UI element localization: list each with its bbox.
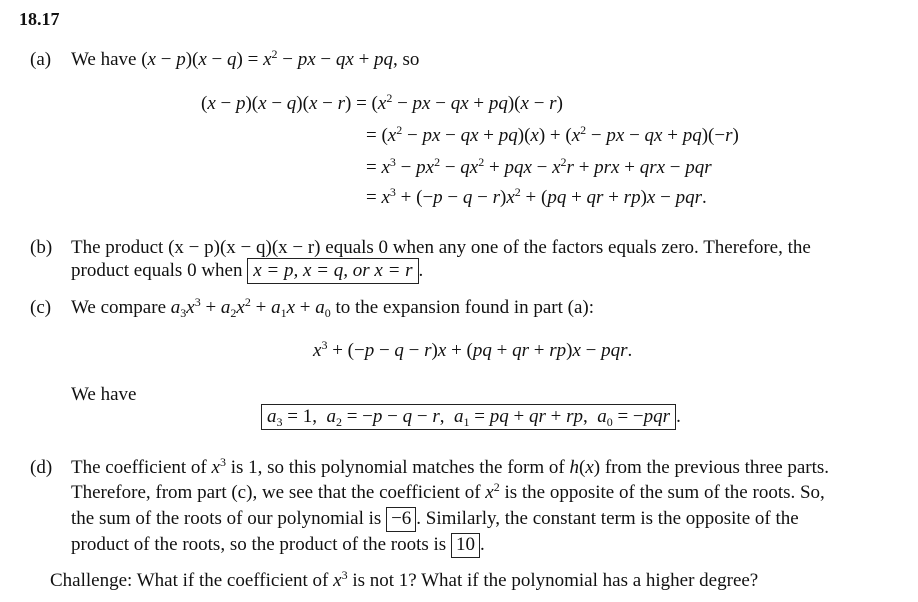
part-a-intro-prefix: We have <box>71 49 137 70</box>
part-d-l4-post: . <box>479 534 485 555</box>
part-d-label: (d) <box>30 457 53 478</box>
part-d-line-4 <box>71 535 485 554</box>
sum-answer-box: −6 <box>386 507 416 532</box>
problem-number: 18.17 <box>19 9 60 29</box>
challenge-post: is not 1? What if the polynomial has a higher degree? <box>352 570 759 591</box>
part-a-eq-line-3: = $x^3 - px^2 - qx^2$ + pqx − $x^2r$ + prx + qrx − pqr <box>366 155 712 178</box>
part-a-eq-line-1: $(x - p)(x - q)(x - r) = (x^2$ − px − qx + pq)(x − r) <box>201 91 563 114</box>
part-a-intro-suffix: , so <box>393 49 420 70</box>
part-d-l1-pre: The coefficient of <box>71 457 207 478</box>
part-a-intro-expr: $(x - p)(x - q) = x^2$ − px − qx + pq <box>141 47 394 70</box>
part-b-line-2-suffix: . <box>418 260 424 281</box>
part-d-l2-post: is the opposite of the sum of the roots. So, <box>504 482 825 503</box>
part-b-line-2 <box>71 261 423 280</box>
part-c-we-have: We have <box>71 384 137 405</box>
part-d-line-2: Therefore, from part (c), we see that the coefficient of $x^2$ is the opposite of the sum of the roots. So, <box>71 480 825 503</box>
part-a-intro <box>71 47 420 70</box>
part-c-expansion: $x^3 + (-p - q - r)x + (pq$ + qr + rp)x − pqr. <box>313 338 633 361</box>
part-b-line-1: The product (x − p)(x − q)(x − r) equals 0 when any one of the factors equals zero. Therefore, the <box>71 237 811 258</box>
part-d-l1-post: is 1, so this polynomial matches the form of <box>230 457 565 478</box>
part-c-poly: $a_3x^3 + a_2x^2 + a_1x + a_0$ <box>170 295 331 320</box>
part-a-eq-line-4: = $x^3 + (-p - q - r)x^2 + (pq$ + qr + rp)x − pqr. <box>366 185 707 208</box>
part-d-line-3 <box>71 509 799 528</box>
challenge-line: Challenge: What if the coefficient of $x^3$ is not 1? What if the polynomial has a higher degree? <box>50 568 759 591</box>
part-c-line-1-suffix: to the expansion found in part (a): <box>335 297 595 318</box>
part-d-h-func: h(x) <box>569 457 601 478</box>
challenge-pre: Challenge: What if the coefficient of <box>50 570 329 591</box>
part-c-line-1-prefix: We compare <box>71 297 166 318</box>
product-answer-box: 10 <box>451 533 480 558</box>
part-d-l3-pre: the sum of the roots of our polynomial is <box>71 508 382 529</box>
part-a-eq-line-2: = ($x^2$ − px − qx + $pq)(x) + (x^2$ − px − qx + pq)(−r) <box>366 123 739 146</box>
part-c-label: (c) <box>30 297 52 318</box>
part-d-l4-pre: product of the roots, so the product of the roots is <box>71 534 447 555</box>
part-b-line-2-prefix: product equals 0 when <box>71 260 243 281</box>
part-c-line-1 <box>71 295 595 320</box>
part-a-label: (a) <box>30 49 52 70</box>
part-b-answer-box: x = p, x = q, or x = r <box>247 258 418 284</box>
part-d-line-1: The coefficient of $x^3$ is 1, so this polynomial matches the form of h(x) from the previous three parts. <box>71 455 830 478</box>
part-c-answer-box: $a_3 = 1$, $a_2 = -p - q - r$, $a_1$ = pq + qr + rp, $a_0 = -pqr$ . <box>261 407 681 426</box>
part-b-label: (b) <box>30 237 53 258</box>
part-d-l1-end: from the previous three parts. <box>604 457 830 478</box>
part-d-l3-post: . Similarly, the constant term is the opposite of the <box>416 508 799 529</box>
part-d-l2-pre: Therefore, from part (c), we see that the coefficient of <box>71 482 481 503</box>
